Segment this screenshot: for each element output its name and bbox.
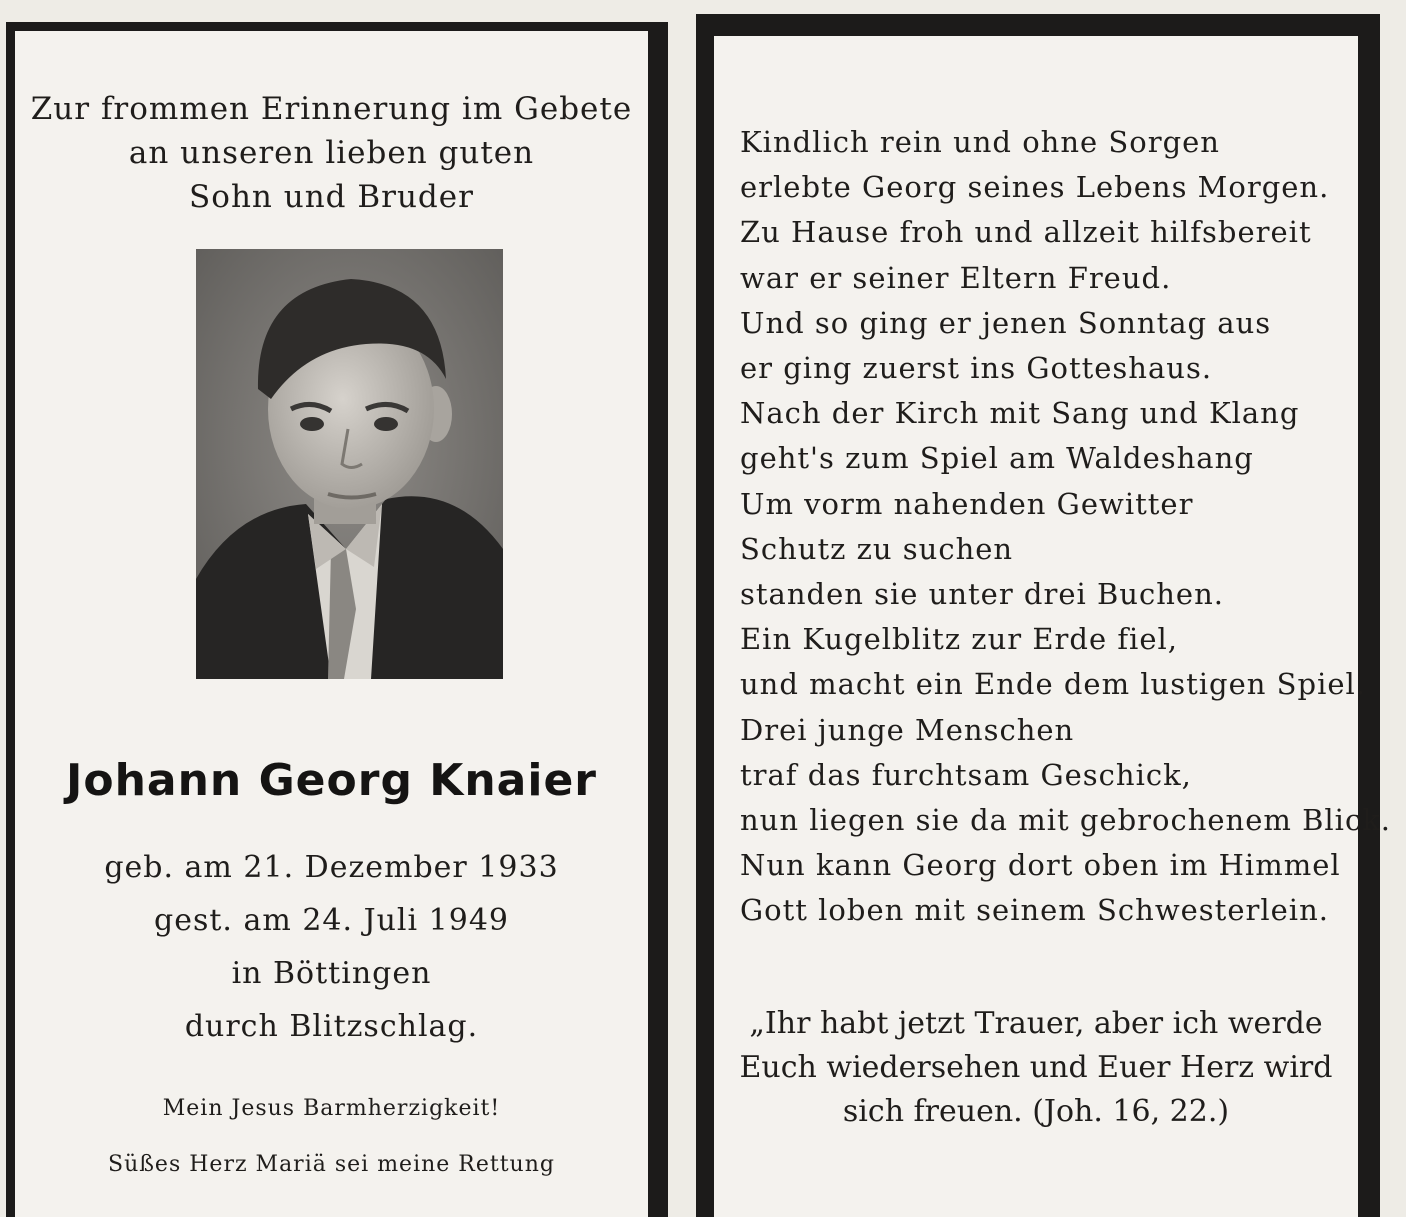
poem-line: Um vorm nahenden Gewitter <box>740 486 1194 521</box>
intro-line: Zur frommen Erinnerung im Gebete <box>30 91 633 127</box>
place-line: in Böttingen <box>231 956 432 991</box>
life-dates <box>15 841 648 1053</box>
memorial-card-right <box>696 14 1391 1217</box>
quote-line: Euch wiedersehen und Euer Herz wird <box>739 1050 1333 1085</box>
prayers <box>15 1081 648 1193</box>
cause-line: durch Blitzschlag. <box>184 1009 479 1044</box>
deceased-name: Johann Georg Knaier <box>65 755 597 806</box>
poem-line: und macht ein Ende dem lustigen Spiel. <box>740 667 1367 702</box>
prayer-line: Mein Jesus Barmherzigkeit! <box>162 1096 501 1121</box>
poem-line: Und so ging er jenen Sonntag aus <box>740 305 1272 340</box>
poem-line: geht's zum Spiel am Waldeshang <box>740 441 1254 476</box>
poem-line: Drei junge Menschen <box>740 712 1075 747</box>
poem-line: Zu Hause froh und allzeit hilfsbereit <box>740 215 1312 250</box>
poem-line: Ein Kugelblitz zur Erde fiel, <box>740 622 1178 657</box>
poem-line: Nach der Kirch mit Sang und Klang <box>740 396 1300 431</box>
poem-line: Schutz zu suchen <box>740 531 1014 566</box>
portrait-photo <box>196 249 503 679</box>
quote-line: „Ihr habt jetzt Trauer, aber ich werde <box>749 1006 1323 1041</box>
quote-line: sich freuen. (Joh. 16, 22.) <box>842 1094 1230 1129</box>
intro-text <box>15 87 648 219</box>
bible-quote <box>714 1002 1358 1134</box>
poem-line: war er seiner Eltern Freud. <box>740 260 1172 295</box>
portrait-illustration <box>196 249 503 679</box>
poem-line: traf das furchtsam Geschick, <box>740 757 1192 792</box>
birth-date-line: geb. am 21. Dezember 1933 <box>104 850 559 885</box>
intro-line: an unseren lieben guten <box>128 135 535 171</box>
poem-line: Gott loben mit seinem Schwesterlein. <box>740 893 1329 928</box>
poem-line: standen sie unter drei Buchen. <box>740 577 1224 612</box>
left-card-paper <box>15 31 648 1217</box>
death-date-line: gest. am 24. Juli 1949 <box>153 903 510 938</box>
poem-line: er ging zuerst ins Gotteshaus. <box>740 351 1213 386</box>
right-card-paper <box>714 36 1391 1217</box>
memorial-card-left <box>6 22 668 1217</box>
poem-line: erlebte Georg seines Lebens Morgen. <box>740 170 1330 205</box>
memorial-poem <box>740 120 1391 934</box>
poem-line: nun liegen sie da mit gebrochenem Blick. <box>740 803 1391 838</box>
intro-line: Sohn und Bruder <box>189 179 474 215</box>
prayer-line: Süßes Herz Mariä sei meine Rettung <box>108 1152 555 1177</box>
poem-line: Nun kann Georg dort oben im Himmel <box>740 848 1341 883</box>
poem-line: Kindlich rein und ohne Sorgen <box>740 125 1220 159</box>
